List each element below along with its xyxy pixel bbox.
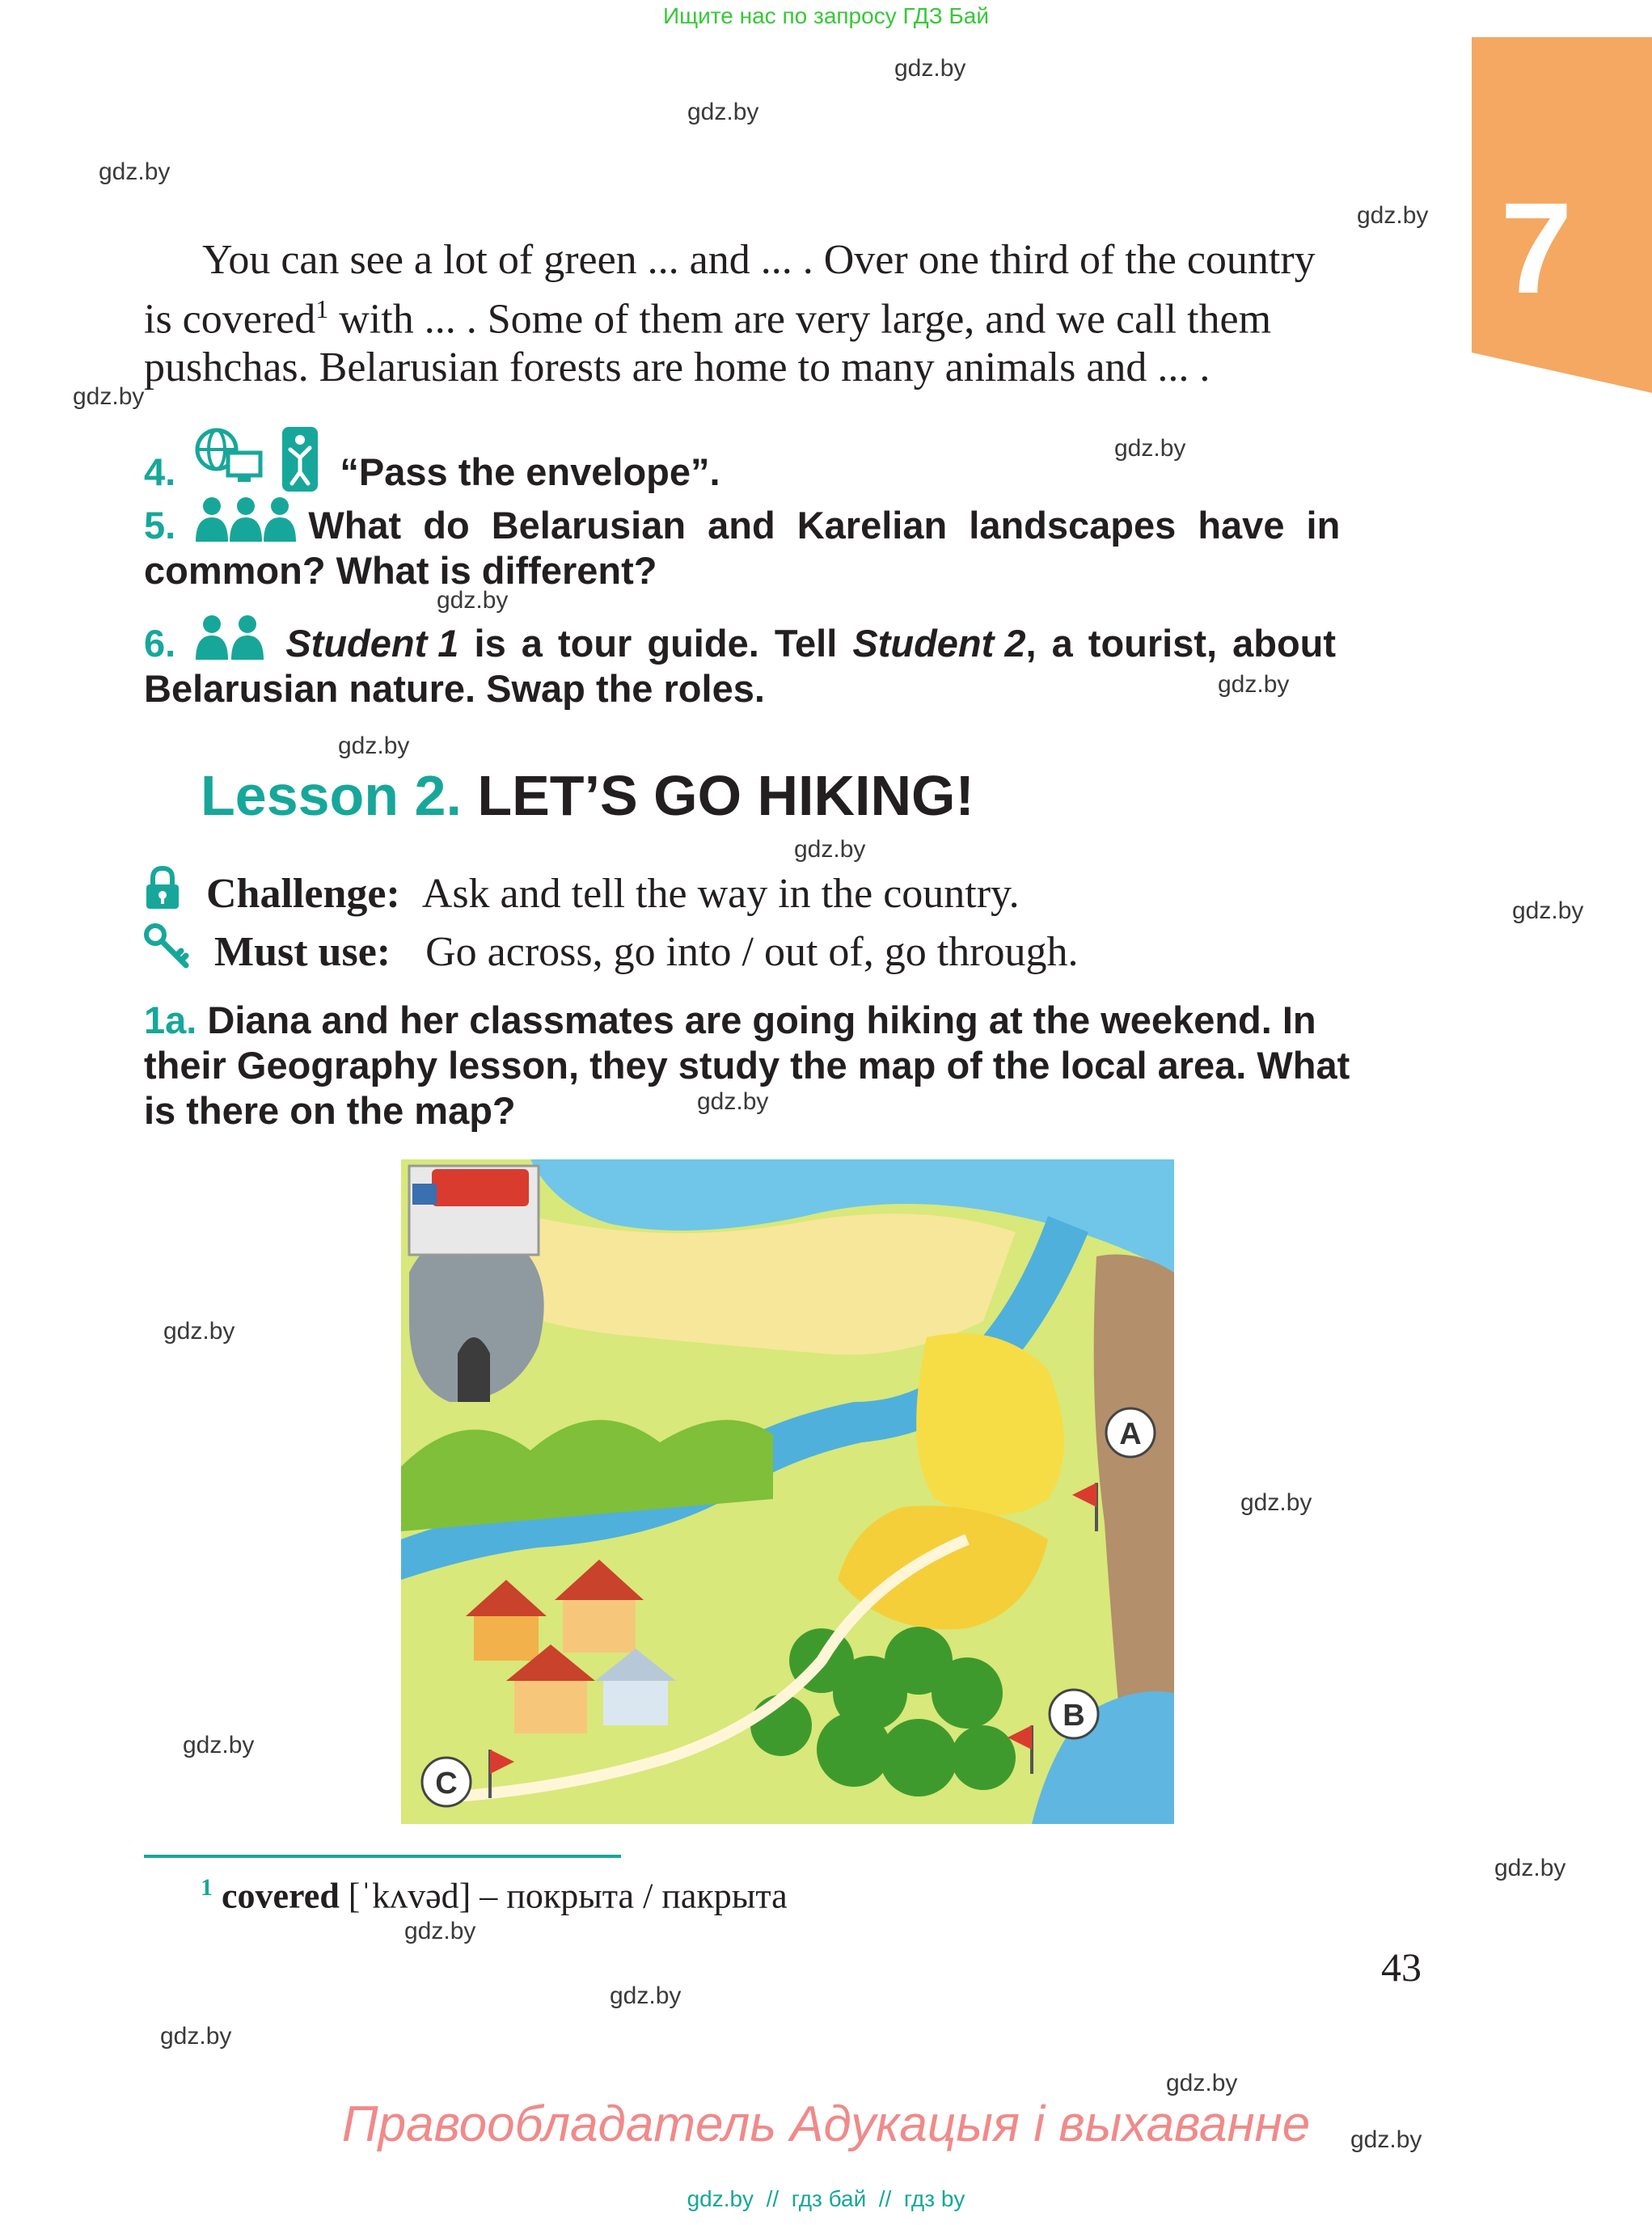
top-banner[interactable]: Ищите нас по запросу ГДЗ Бай (662, 3, 990, 28)
page-number: 43 (1381, 1944, 1422, 1990)
globe-computer-icon (192, 425, 265, 490)
watermark: gdz.by (73, 383, 145, 410)
task-number: 1a. (144, 999, 197, 1041)
footnote (201, 1874, 788, 1917)
pair-work-icon (194, 614, 267, 661)
task-text: What do Belarusian and Karelian landscapes have in (308, 504, 1341, 547)
map-label-b: B (1063, 1699, 1085, 1733)
paragraph-text: is covered (144, 296, 316, 343)
footnote-number: 1 (201, 1874, 213, 1901)
watermark: gdz.by (1357, 202, 1429, 229)
map-marker-a (1106, 1408, 1155, 1457)
footnote-divider (144, 1855, 621, 1858)
footnote-word: covered (222, 1876, 340, 1916)
challenge-row (144, 865, 1020, 918)
map-marker-b (1050, 1690, 1098, 1738)
watermark: gdz.by (1218, 671, 1290, 698)
watermark: gdz.by (1166, 2070, 1238, 2096)
task-number: 4. (144, 450, 176, 493)
must-use-text: Go across, go into / out of, go through. (425, 929, 1079, 975)
lesson-name: LET’S GO HIKING! (477, 764, 974, 827)
task-text: Belarusian nature. Swap the roles. (144, 667, 765, 710)
watermark: gdz.by (160, 2023, 232, 2050)
paragraph-line: You can see a lot of green ... and ... . Over one third of the country (202, 237, 1316, 283)
intro-paragraph (144, 236, 1431, 392)
footnote-transcription: [ˈkʌvəd] (348, 1876, 471, 1916)
watermark: gdz.by (1494, 1855, 1566, 1881)
footnote-translation: – покрыта / пакрыта (480, 1876, 788, 1916)
task-number: 6. (144, 622, 176, 665)
watermark: gdz.by (183, 1732, 255, 1758)
local-area-map (401, 1159, 1174, 1824)
watermark: gdz.by (1512, 897, 1584, 924)
task-text: , a tourist, about (1025, 622, 1337, 665)
student-1: Student 1 (285, 622, 459, 665)
task-text: “Pass the envelope”. (340, 450, 720, 493)
watermark: gdz.by (687, 99, 759, 125)
challenge-label: Challenge: (206, 871, 400, 917)
lesson-title (201, 763, 974, 828)
watermark: gdz.by (437, 587, 509, 614)
watermark: gdz.by (163, 1318, 235, 1345)
footnote-ref: 1 (315, 294, 329, 323)
watermark: gdz.by (610, 1982, 682, 2009)
watermark: gdz.by (697, 1088, 769, 1115)
task-4 (144, 425, 1431, 495)
lock-icon (144, 865, 181, 910)
copyright-notice: Правообладатель Адукацыя і выхаванне (341, 2096, 1311, 2152)
watermark: gdz.by (1114, 435, 1186, 462)
paragraph-text: with ... . Some of them are very large, and we call them (339, 296, 1272, 343)
must-use-row (144, 923, 1078, 977)
task-text: common? What is different? (144, 549, 657, 592)
must-use-label: Must use: (214, 929, 391, 975)
challenge-text: Ask and tell the way in the country. (421, 871, 1020, 917)
task-number: 5. (144, 504, 176, 547)
watermark: gdz.by (99, 158, 171, 185)
watermark: gdz.by (338, 733, 410, 759)
task-text: is a tour guide. Tell (458, 622, 853, 665)
paragraph-line: pushchas. Belarusian forests are home to many animals and ... . (144, 344, 1210, 391)
task-text: Diana and her classmates are going hiking at the weekend. In (207, 999, 1316, 1041)
map-label-a: A (1119, 1417, 1142, 1451)
watermark: gdz.by (894, 55, 966, 82)
key-icon (144, 923, 191, 972)
lesson-number: Lesson 2. (201, 764, 462, 827)
paragraph-line (144, 285, 1431, 344)
task-text: is there on the map? (144, 1089, 516, 1132)
map-label-c: C (435, 1767, 458, 1801)
task-text: their Geography lesson, they study the map of the local area. What (144, 1044, 1350, 1087)
watermark: gdz.by (794, 836, 866, 863)
watermark: gdz.by (1350, 2126, 1422, 2153)
active-game-icon (281, 425, 319, 493)
map-marker-c (422, 1758, 471, 1806)
task-5 (144, 496, 1431, 593)
chapter-number: 7 (1500, 175, 1573, 320)
student-2: Student 2 (852, 622, 1026, 665)
task-6 (144, 614, 1431, 711)
group-work-icon (194, 496, 298, 543)
watermark: gdz.by (404, 1918, 476, 1944)
task-1a (144, 998, 1431, 1134)
watermark: gdz.by (1240, 1489, 1312, 1516)
bottom-links[interactable]: gdz.by // гдз бай // гдз by (687, 2186, 965, 2211)
